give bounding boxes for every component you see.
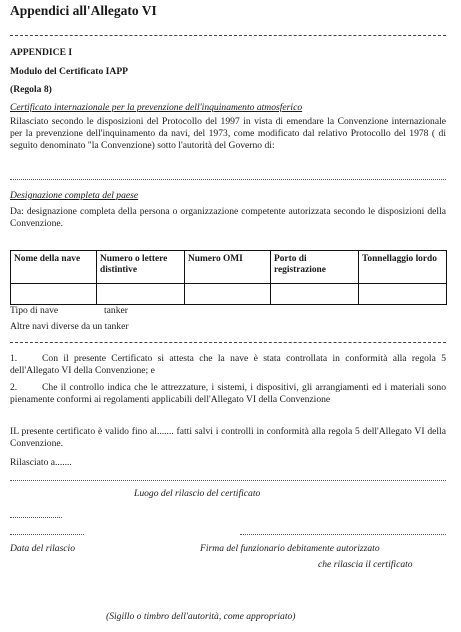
official-signature-label: Firma del funzionario debitamente autorizzato	[200, 543, 380, 554]
header-imo-number: Numero OMI	[185, 251, 271, 284]
header-port-of-registry: Porto di registrazione	[271, 251, 359, 284]
official-signature-label-cont: che rilascia il certificato	[318, 559, 413, 570]
cell-distinctive-number[interactable]	[97, 284, 185, 305]
page-title: Appendici all'Allegato VI	[10, 3, 157, 18]
country-label: Designazione completa del paese	[10, 190, 139, 201]
appendix-label: APPENDICE I	[10, 47, 73, 58]
date-of-issue-label: Data del rilascio	[10, 543, 76, 554]
country-fill-line	[10, 179, 446, 180]
place-fill-line	[10, 480, 446, 481]
clause-number: 2.	[10, 382, 18, 393]
cell-gross-tonnage[interactable]	[359, 284, 447, 305]
cell-ship-name[interactable]	[11, 284, 97, 305]
divider	[10, 35, 446, 36]
form-title: Modulo del Certificato IAPP	[10, 66, 129, 77]
header-gross-tonnage: Tonnellaggio lordo	[359, 251, 447, 284]
ship-particulars-table	[10, 250, 447, 305]
issuance-paragraph: Rilasciato secondo le disposizioni del Protocollo del 1997 in vista di emendare la Convenzione internazionale per la prevenzione dell'inquinamento da navi, del 1973, come modificato dal relativo Protocollo del 1978 ( di seguito denominato "la Convenzione) sotto l'autorità del Governo di:	[10, 116, 446, 151]
issued-at-label: Rilasciato a.......	[10, 457, 72, 468]
header-distinctive-number: Numero o lettere distintive	[97, 251, 185, 284]
cell-port-of-registry[interactable]	[271, 284, 359, 305]
rule-reference: (Regola 8)	[10, 84, 52, 95]
ship-type-value: tanker	[104, 305, 128, 316]
signature-fill-line	[240, 534, 446, 535]
validity-paragraph: IL presente certificato è valido fino al....... fatti salvi i controlli in conformità alla regola 5 dell'Allegato VI della Convenzione.	[10, 426, 446, 449]
header-ship-name: Nome della nave	[11, 251, 97, 284]
clause-text: Con il presente Certificato si attesta che la nave è stata controllata in conformità alla regola 5 dell'Allegato VI della Convenzione; e	[10, 353, 446, 376]
table-row	[11, 284, 447, 305]
date-fill-line	[10, 534, 84, 535]
clause-number: 1.	[10, 353, 18, 364]
divider	[10, 342, 446, 343]
cell-imo-number[interactable]	[185, 284, 271, 305]
other-ships-label: Altre navi diverse da un tanker	[10, 321, 129, 332]
table-header-row	[11, 251, 447, 284]
date-fill-line	[10, 517, 62, 518]
clause-text: Che il controllo indica che le attrezzature, i sistemi, i dispositivi, gli arrangiamenti ed i materiali sono pienamente conformi ai regolamenti applicabili dell'Allegato VI della Convenzione	[10, 382, 446, 405]
seal-label: (Sigillo o timbro dell'autorità, come appropriato)	[106, 611, 296, 622]
designation-paragraph: Da: designazione completa della persona o organizzazione competente autorizzata secondo le disposizioni della Convenzione.	[10, 206, 446, 229]
ship-type-label: Tipo di nave	[10, 305, 59, 316]
certificate-subtitle: Certificato internazionale per la prevenzione dell'inquinamento atmosferico	[10, 102, 303, 113]
place-of-issue-label: Luogo del rilascio del certificato	[134, 488, 261, 499]
